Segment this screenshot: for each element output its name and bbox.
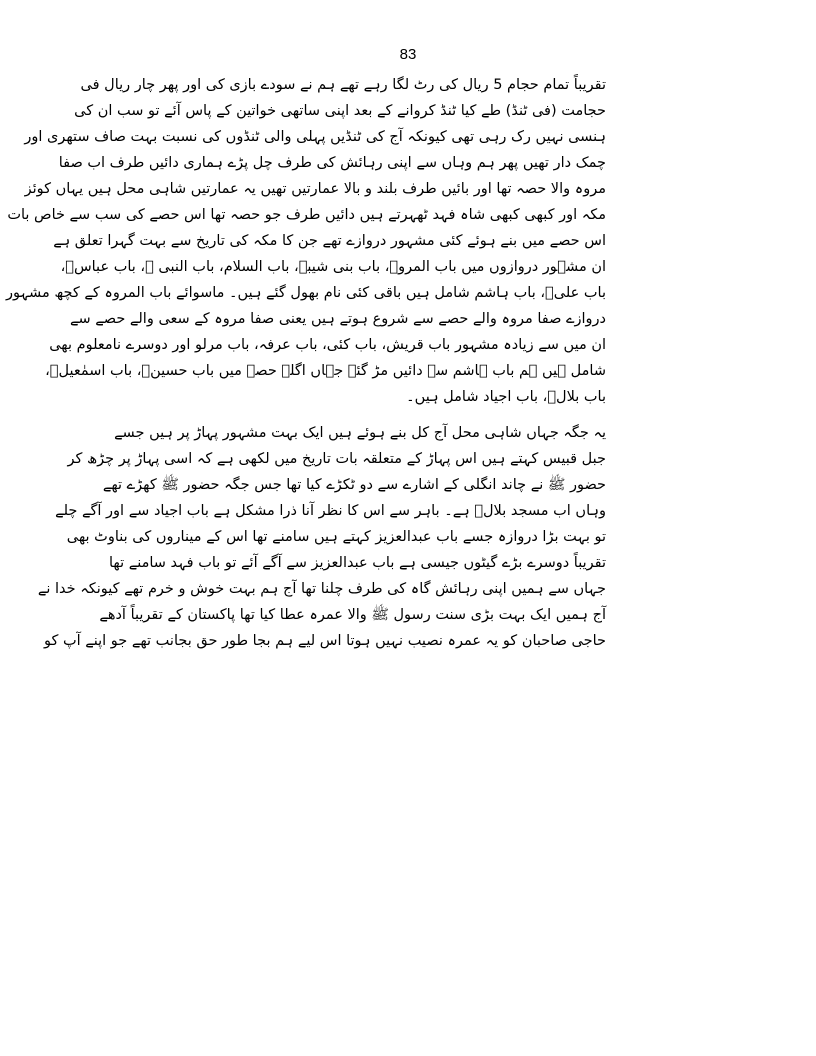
text-line: مروہ والا حصہ تھا اور بائیں طرف بلند و بالا عمارتیں تھیں یہ عمارتیں شاہی محل ہیں یہاں کوئز: [24, 181, 606, 197]
page-number: 83: [399, 46, 417, 63]
text-line: دروازے صفا مروہ والے حصے سے شروع ہوتے ہیں یعنی صفا مروہ کے سعی والے حصے سے: [70, 311, 606, 327]
text-line: حاجی صاحبان کو یہ عمرہ نصیب نہیں ہوتا اس لیے ہم بجا طور حق بجانب تھے جو اپنے آپ کو: [43, 633, 606, 649]
text-line: ان میں سے زیادہ مشہور باب قریش، باب کئی، باب عرفہ، باب مرلو اور دوسرے نامعلوم بھی: [49, 337, 606, 353]
text-line: ان مشہور دروازوں میں باب المروہ، باب بنی شیبہ، باب السلام، باب النبی ﷺ، باب عباسؓ،: [60, 259, 606, 275]
text-line: چمک دار تھیں پھر ہم وہاں سے اپنی رہائش کی طرف چل پڑے ہماری دائیں طرف اب صفا: [58, 155, 606, 171]
paragraph-2: [37, 420, 606, 654]
text-line: شامل ہیں ہم باب ہاشم سے دائیں مڑ گئے جہاں اگلے حصے میں باب حسینؓ، باب اسمٰعیلؑ،: [45, 363, 606, 379]
text-line: تو بہت بڑا دروازہ جسے باب عبدالعزیز کہتے ہیں سامنے تھا اس کے میناروں کی بناوٹ بھی: [66, 529, 606, 545]
text-line: اس حصے میں بنے ہوئے کئی مشہور دروازے تھے جن کا مکہ کی تاریخ سے بہت گہرا تعلق ہے: [53, 233, 606, 249]
text-line: باب علیؓ، باب ہاشم شامل ہیں باقی کئی نام بھول گئے ہیں۔ ماسوائے باب المروہ کے کچھ مشہور: [6, 285, 606, 301]
text-line: جہاں سے ہمیں اپنی رہائش گاہ کی طرف چلنا تھا آج ہم بہت خوش و خرم تھے کیونکہ خدا نے: [37, 581, 606, 597]
text-line: ہنسی نہیں رک رہی تھی کیونکہ آج کی ٹنڈیں پہلی والی ٹنڈوں کی نسبت بہت صاف ستھری اور: [24, 129, 606, 145]
text-line: تقریباً تمام حجام 5 ریال کی رٹ لگا رہے تھے ہم نے سودے بازی کی اور پھر چار ریال فی: [80, 77, 606, 93]
text-line: مکہ اور کبھی کبھی شاہ فہد ٹھہرتے ہیں دائیں طرف جو حصہ تھا اس حصے کی سب سے خاص بات: [7, 207, 606, 223]
text-line: تقریباً دوسرے بڑے گیٹوں جیسی ہے باب عبدالعزیز سے آگے آئے تو باب فہد سامنے تھا: [109, 555, 606, 571]
text-line: یہ جگہ جہاں شاہی محل آج کل بنے ہوئے ہیں ایک بہت مشہور پہاڑ پر ہیں جسے: [114, 425, 606, 441]
text-line: حضور ﷺ نے چاند انگلی کے اشارے سے دو ٹکڑے کیا تھا جس جگہ حضور ﷺ کھڑے تھے: [102, 477, 606, 493]
paragraph-1: [6, 72, 606, 410]
page-body: [6, 72, 606, 654]
text-line: وہاں اب مسجد بلالؓ ہے۔ باہر سے اس کا نظر آنا ذرا مشکل ہے باب اجیاد سے اور آگے چلے: [55, 503, 606, 519]
text-line: آج ہمیں ایک بہت بڑی سنت رسول ﷺ والا عمرہ عطا کیا تھا پاکستان کے تقریباً آدھے: [99, 607, 606, 623]
text-line: حجامت (فی ٹنڈ) طے کیا ٹنڈ کروانے کے بعد اپنی ساتھی خواتین کے پاس آئے تو سب ان کی: [74, 103, 606, 119]
text-line: جبل قبیس کہتے ہیں اس پہاڑ کے متعلقہ بات تاریخ میں لکھی ہے کہ اسی پہاڑ پر چڑھ کر: [67, 451, 606, 467]
text-line: باب بلالؓ، باب اجیاد شامل ہیں۔: [406, 389, 606, 405]
